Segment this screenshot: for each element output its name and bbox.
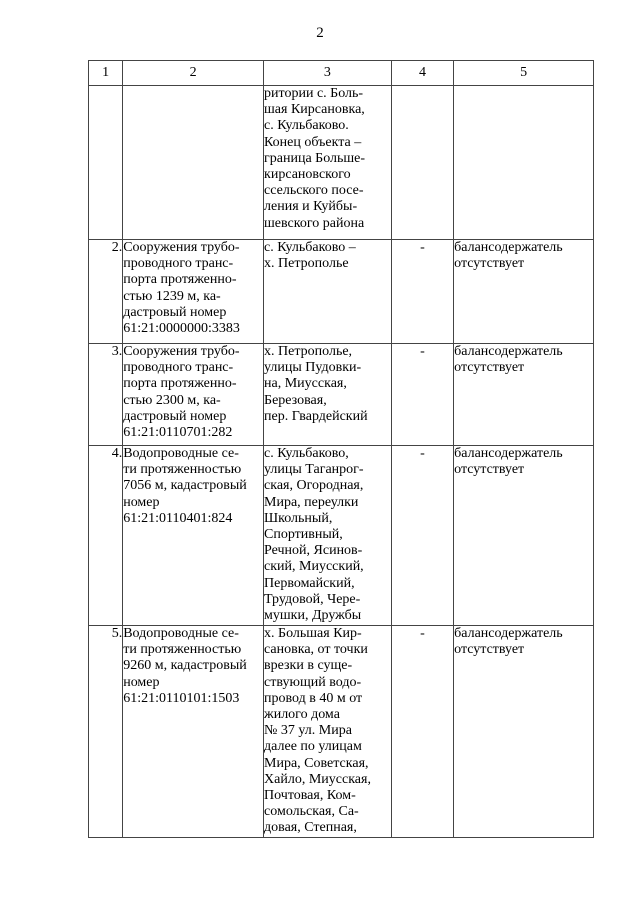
object-name-cell-line: 61:21:0110701:282: [123, 425, 233, 441]
object-name-cell-line: 9260 м, кадастровый: [123, 658, 247, 674]
location-cell-line: кирсановского: [264, 167, 351, 183]
object-name-cell-line: номер: [123, 674, 160, 690]
object-name-cell: [123, 446, 264, 626]
holder-cell: [454, 86, 594, 240]
location-cell-line: шевского района: [264, 215, 365, 231]
location-cell: [264, 344, 392, 446]
object-name-cell-line: 61:21:0110401:824: [123, 510, 233, 526]
location-cell-line: ления и Куйбы-: [264, 199, 358, 215]
location-cell-line: сомольская, Са-: [264, 804, 359, 820]
location-cell-line: Березовая,: [264, 392, 327, 408]
location-cell-line: Первомайский,: [264, 575, 355, 591]
location-cell-line: пер. Гвардейский: [264, 408, 368, 424]
location-cell-line: с. Кульбаково –: [264, 240, 356, 255]
location-cell-line: Трудовой, Чере-: [264, 591, 361, 607]
column-4-cell: -: [391, 446, 453, 626]
location-cell-line: врезки в суще-: [264, 658, 353, 674]
location-cell: [264, 626, 392, 838]
object-name-cell-line: дастровый номер: [123, 408, 227, 424]
column-4-cell: -: [391, 626, 453, 838]
location-cell-line: провод в 40 м от: [264, 690, 363, 706]
holder-cell: [454, 344, 594, 446]
object-name-cell-line: порта протяженно-: [123, 376, 237, 392]
location-cell-line: жилого дома: [264, 707, 340, 723]
location-cell-line: шая Кирсановка,: [264, 102, 365, 118]
location-cell: [264, 446, 392, 626]
holder-cell-line: отсутствует: [454, 462, 525, 478]
row-number: [89, 86, 123, 240]
location-cell-line: ритории с. Боль-: [264, 86, 364, 101]
object-name-cell: [123, 240, 264, 344]
holder-cell-line: балансодержатель: [454, 446, 563, 461]
holder-cell-line: отсутствует: [454, 256, 525, 272]
location-cell-line: Мира, переулки: [264, 494, 359, 510]
object-name-cell-line: Сооружения трубо-: [123, 344, 240, 359]
holder-cell-line: балансодержатель: [454, 626, 563, 641]
column-header-5: 5: [454, 61, 594, 86]
holder-cell: [454, 446, 594, 626]
location-cell-line: сановка, от точки: [264, 642, 368, 658]
location-cell-line: х. Большая Кир-: [264, 626, 362, 641]
column-header-1: 1: [89, 61, 123, 86]
location-cell-line: с. Кульбаково.: [264, 118, 349, 134]
location-cell: [264, 86, 392, 240]
location-cell-line: довая, Степная,: [264, 820, 357, 836]
holder-cell-line: отсутствует: [454, 642, 525, 658]
object-name-cell-line: Сооружения трубо-: [123, 240, 240, 255]
holder-cell-line: отсутствует: [454, 360, 525, 376]
object-name-cell-line: 61:21:0000000:3383: [123, 321, 240, 337]
object-name-cell-line: проводного транс-: [123, 360, 234, 376]
holder-cell-line: балансодержатель: [454, 240, 563, 255]
column-4-cell: -: [391, 344, 453, 446]
holder-cell: [454, 626, 594, 838]
location-cell-line: ский, Миусский,: [264, 559, 364, 575]
column-header-4: 4: [391, 61, 453, 86]
object-name-cell-line: Водопроводные се-: [123, 626, 239, 641]
location-cell-line: Школьный,: [264, 510, 333, 526]
location-cell-line: граница Больше-: [264, 150, 366, 166]
object-name-cell-line: ти протяженностью: [123, 462, 242, 478]
row-number: 3.: [89, 344, 123, 446]
object-name-cell-line: порта протяженно-: [123, 272, 237, 288]
location-cell-line: далее по улицам: [264, 739, 362, 755]
column-header-2: 2: [123, 61, 264, 86]
location-cell-line: ствующий водо-: [264, 674, 362, 690]
location-cell-line: Почтовая, Ком-: [264, 788, 356, 804]
object-name-cell-line: Водопроводные се-: [123, 446, 239, 461]
location-cell-line: Речной, Ясинов-: [264, 543, 363, 559]
holder-cell-line: балансодержатель: [454, 344, 563, 359]
location-cell-line: мушки, Дружбы: [264, 608, 362, 624]
location-cell-line: с. Кульбаково,: [264, 446, 349, 461]
table-row: [89, 240, 594, 344]
row-number: 4.: [89, 446, 123, 626]
object-name-cell-line: ти протяженностью: [123, 642, 242, 658]
property-table: [88, 60, 594, 838]
location-cell-line: ссельского посе-: [264, 183, 364, 199]
table-row: [89, 446, 594, 626]
location-cell-line: х. Петрополье,: [264, 344, 353, 359]
object-name-cell-line: стью 2300 м, ка-: [123, 392, 221, 408]
location-cell-line: улицы Пудовки-: [264, 360, 362, 376]
location-cell: [264, 240, 392, 344]
table-row: [89, 344, 594, 446]
location-cell-line: Хайло, Миусская,: [264, 771, 371, 787]
location-cell-line: х. Петрополье: [264, 256, 349, 272]
column-4-cell: [391, 86, 453, 240]
table-row: [89, 86, 594, 240]
location-cell-line: Конец объекта –: [264, 134, 362, 150]
row-number: 2.: [89, 240, 123, 344]
location-cell-line: на, Миусская,: [264, 376, 347, 392]
object-name-cell-line: 7056 м, кадастровый: [123, 478, 247, 494]
object-name-cell: [123, 344, 264, 446]
object-name-cell-line: стью 1239 м, ка-: [123, 288, 221, 304]
header-row: [89, 61, 594, 86]
location-cell-line: ская, Огородная,: [264, 478, 364, 494]
location-cell-line: Спортивный,: [264, 527, 343, 543]
holder-cell: [454, 240, 594, 344]
column-header-3: 3: [264, 61, 392, 86]
location-cell-line: Мира, Советская,: [264, 755, 369, 771]
object-name-cell: [123, 86, 264, 240]
object-name-cell-line: номер: [123, 494, 160, 510]
table-row: [89, 626, 594, 838]
location-cell-line: улицы Таганрог-: [264, 462, 364, 478]
object-name-cell-line: дастровый номер: [123, 304, 227, 320]
object-name-cell-line: проводного транс-: [123, 256, 234, 272]
column-4-cell: -: [391, 240, 453, 344]
page-number: 2: [316, 25, 324, 41]
object-name-cell-line: 61:21:0110101:1503: [123, 690, 240, 706]
row-number: 5.: [89, 626, 123, 838]
object-name-cell: [123, 626, 264, 838]
location-cell-line: № 37 ул. Мира: [264, 723, 352, 739]
